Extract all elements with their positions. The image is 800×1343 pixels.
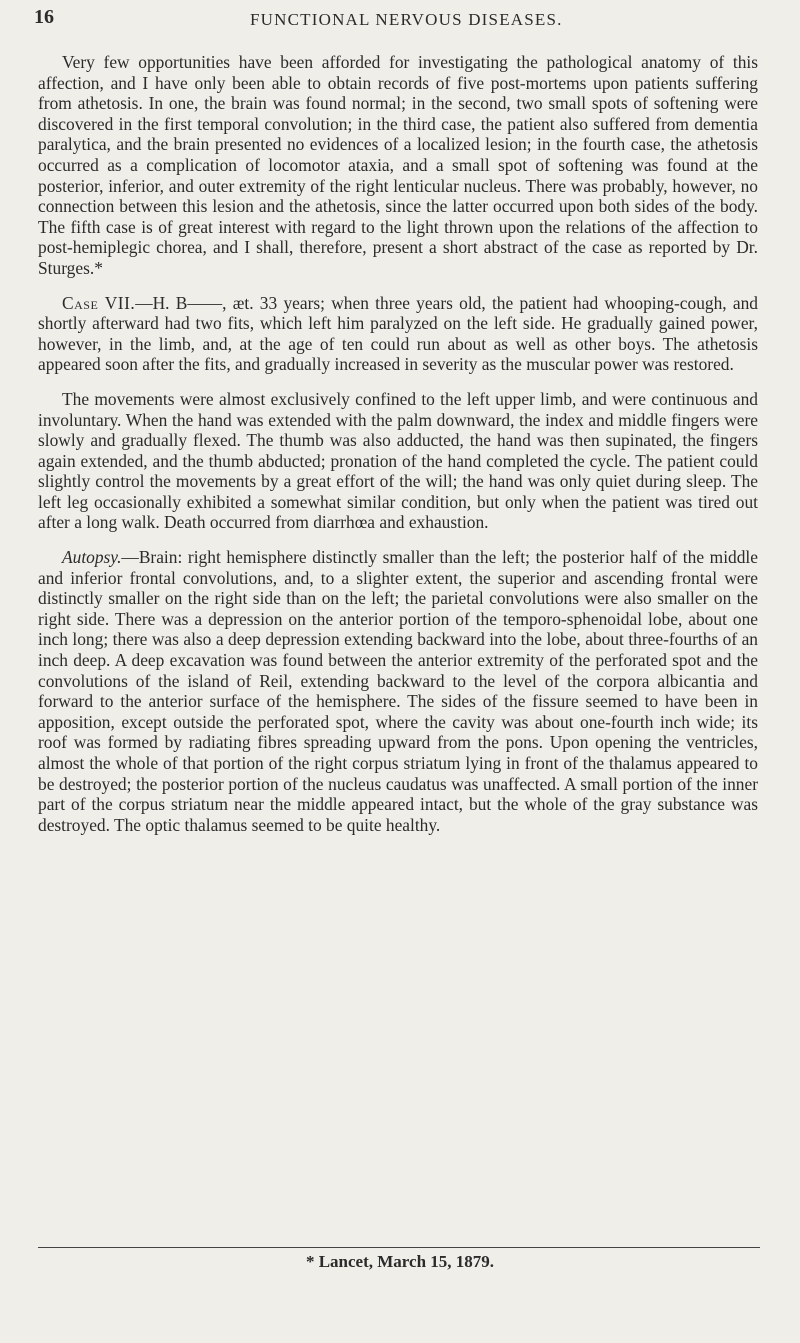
case-text: —H. B——, æt. 33 years; when three years old, the patient had whooping-cough, and shortly afterward had two fits, which left him paralyzed on the left side. He gradually gained power, however, in the limb, and, at the age of ten could run about as well as other boys. The athetosis appeared soon after the fits, and gradually increased in severity as the muscular power was restored. bbox=[38, 292, 759, 375]
paragraph-autopsy bbox=[38, 547, 758, 835]
footnote: * Lancet, March 15, 1879. bbox=[305, 1252, 495, 1271]
autopsy-label: Autopsy. bbox=[62, 547, 122, 568]
paragraph-movements: The movements were almost exclusively confined to the left upper limb, and were continuous and involuntary. When the hand was extended with the palm downward, the index and middle fingers were slowly and gradually flexed. The thumb was also adducted, the hand was then supinated, the fingers again extended, and the thumb abducted; pronation of the hand completed the cycle. The patient could slightly control the movements by a great effort of the will; the hand was only quiet during sleep. The left leg occasionally exhibited a somewhat similar condition, but only when the patient was tired out after a long walk. Death occurred from diarrhœa and exhaustion. bbox=[38, 388, 758, 533]
footnote-divider bbox=[38, 1247, 760, 1248]
body-text bbox=[38, 52, 758, 849]
case-label: Case VII. bbox=[62, 292, 136, 313]
paragraph-intro: Very few opportunities have been afforded for investigating the pathological anatomy of this affection, and I have only been able to obtain records of five post-mortems upon patients suffering from athetosis. In one, the brain was found normal; in the second, two small spots of softening were discovered in the first temporal convolution; in the third case, the patient also suffered from dementia paralytica, and the brain presented no evidences of a localized lesion; in the fourth case, the athetosis occurred as a complication of locomotor ataxia, and a small spot of softening was found at the posterior, inferior, and outer extremity of the right lenticular nucleus. There was probably, however, no connection between this lesion and the athetosis, since the latter occurred upon both sides of the body. The fifth case is of great interest with regard to the light thrown upon the relations of the affection to post-hemiplegic chorea, and I shall, therefore, present a short abstract of the case as reported by Dr. Sturges.* bbox=[38, 52, 758, 278]
autopsy-text: —Brain: right hemisphere distinctly smaller than the left; the posterior half of the middle and inferior frontal convolutions, and, to a slighter extent, the superior and ascending frontal were distinctly smaller on the right side than on the left; the parietal convolutions were also smaller on the right side. There was a depression on the anterior portion of the temporo-sphenoidal lobe, about one inch long; there was also a deep depression extending backward into the lobe, about three-fourths of an inch deep. A deep excavation was found between the anterior extremity of the perforated spot and the convolutions of the island of Reil, extending backward to the level of the corpora albicantia and forward to the anterior surface of the hemisphere. The sides of the fissure seemed to have been in apposition, except outside the perforated spot, where the cavity was about one-fourth inch wide; its roof was formed by radiating fibres spreading upward from the pons. Upon opening the ventricles, almost the whole of that portion of the right corpus striatum lying in front of the thalamus appeared to be destroyed; the posterior portion of the nucleus caudatus was unaffected. A small portion of the inner part of the corpus striatum near the middle appeared intact, but the whole of the gray substance was destroyed. The optic thalamus seemed to be quite healthy. bbox=[38, 547, 758, 835]
paragraph-case-vii bbox=[38, 293, 758, 375]
running-head: FUNCTIONAL NERVOUS DISEASES. bbox=[250, 10, 563, 29]
page-number: 16 bbox=[34, 6, 54, 28]
